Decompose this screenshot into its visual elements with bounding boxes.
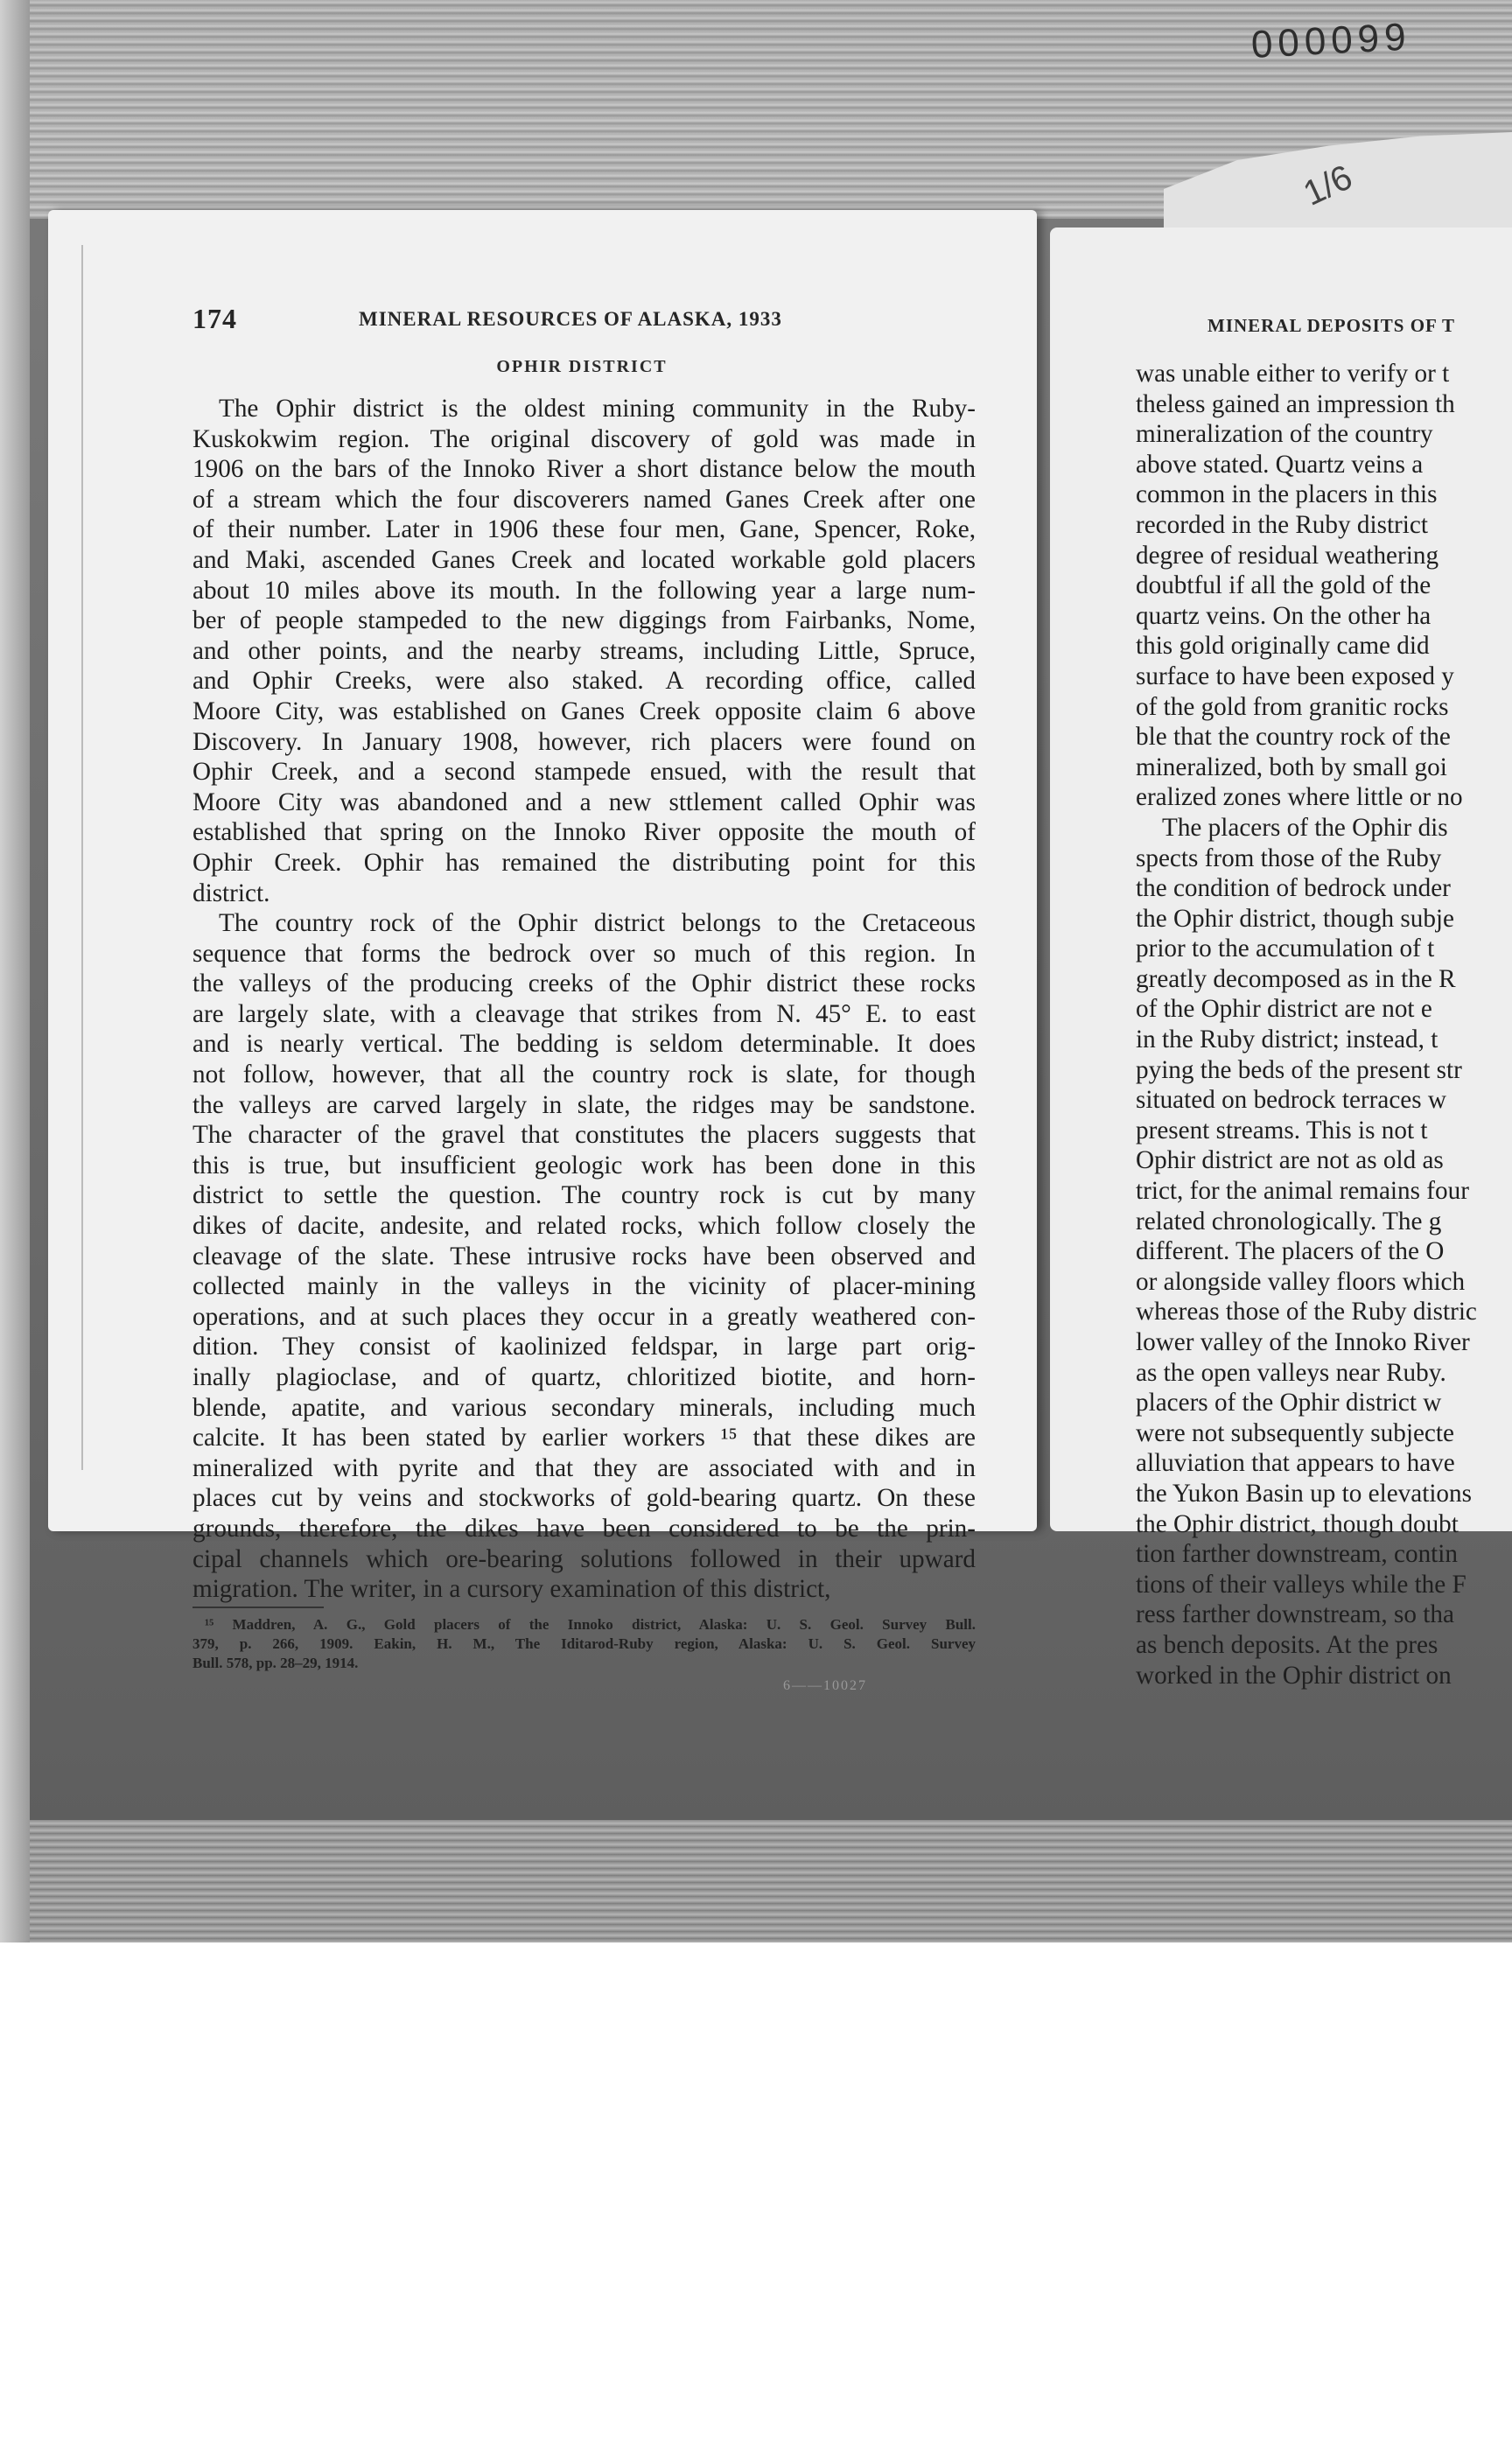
text-line: this is true, but insufficient geologic work has been done in this bbox=[192, 1151, 976, 1180]
footnote bbox=[192, 1615, 976, 1673]
right-text-line: present streams. This is not t bbox=[1136, 1116, 1428, 1144]
right-text-line: as the open valleys near Ruby. bbox=[1136, 1358, 1446, 1387]
text-line: grounds, therefore, the dikes have been considered to be the prin- bbox=[192, 1514, 976, 1543]
right-text-line: quartz veins. On the other ha bbox=[1136, 601, 1432, 630]
right-text-line: was unable either to verify or t bbox=[1136, 360, 1450, 388]
text-line: mineralized with pyrite and that they are associated with and in bbox=[192, 1453, 976, 1482]
scan-left-edge bbox=[0, 0, 30, 1942]
text-line: are largely slate, with a cleavage that strikes from N. 45° E. to east bbox=[192, 999, 976, 1028]
right-text-line: were not subsequently subjecte bbox=[1136, 1418, 1454, 1447]
right-text-line: alluviation that appears to have bbox=[1136, 1449, 1455, 1478]
right-running-title: MINERAL DEPOSITS OF T bbox=[1208, 315, 1455, 336]
right-text-line: situated on bedrock terraces w bbox=[1136, 1086, 1446, 1115]
text-line: The character of the gravel that constitutes the placers suggests that bbox=[192, 1121, 976, 1150]
right-text-line: theless gained an impression th bbox=[1136, 389, 1455, 418]
text-line: Discovery. In January 1908, however, rich placers were found on bbox=[192, 727, 976, 756]
right-text-line: greatly decomposed as in the R bbox=[1136, 964, 1456, 993]
footnote-rule bbox=[192, 1606, 324, 1608]
text-line: and is nearly vertical. The bedding is seldom determinable. It does bbox=[192, 1030, 976, 1059]
right-text-line: of the gold from granitic rocks bbox=[1136, 692, 1449, 721]
text-line: the valleys of the producing creeks of the Ophir district these rocks bbox=[192, 970, 976, 998]
right-text-line: tion farther downstream, contin bbox=[1136, 1540, 1458, 1569]
right-text-line: trict, for the animal remains four bbox=[1136, 1177, 1469, 1206]
text-line: calcite. It has been stated by earlier workers ¹⁵ that these dikes are bbox=[192, 1424, 976, 1452]
footnote-line: 379, p. 266, 1909. Eakin, H. M., The Iditarod-Ruby region, Alaska: U. S. Geol. Survey bbox=[192, 1635, 976, 1652]
text-line: places cut by veins and stockworks of gold-bearing quartz. On these bbox=[192, 1484, 976, 1513]
right-text-line: Ophir district are not as old as bbox=[1136, 1146, 1444, 1175]
body-text bbox=[192, 394, 976, 1605]
text-line: the valleys are carved largely in slate, the ridges may be sandstone. bbox=[192, 1090, 976, 1119]
text-line: Moore City, was established on Ganes Creek opposite claim 6 above bbox=[192, 696, 976, 725]
text-line: and Maki, ascended Ganes Creek and located workable gold placers bbox=[192, 545, 976, 574]
text-line: and other points, and the nearby streams, including Little, Spruce, bbox=[192, 636, 976, 665]
right-text-line: the Yukon Basin up to elevations bbox=[1136, 1479, 1472, 1508]
text-line: of a stream which the four discoverers named Ganes Creek after one bbox=[192, 485, 976, 514]
text-line: inally plagioclase, and of quartz, chloritized biotite, and horn- bbox=[192, 1363, 976, 1391]
right-text-line: mineralized, both by small goi bbox=[1136, 752, 1447, 781]
text-line: not follow, however, that all the country rock is slate, for though bbox=[192, 1060, 976, 1089]
document-stamp-number: 000099 bbox=[1250, 15, 1412, 66]
text-line: Ophir Creek. Ophir has remained the distributing point for this bbox=[192, 848, 976, 877]
right-text-line: or alongside valley floors which bbox=[1136, 1267, 1466, 1296]
right-text-line: doubtful if all the gold of the bbox=[1136, 571, 1432, 600]
right-text-line: pying the beds of the present str bbox=[1136, 1055, 1462, 1084]
right-text-line: worked in the Ophir district on bbox=[1136, 1661, 1452, 1690]
right-text-line: The placers of the Ophir dis bbox=[1162, 813, 1448, 842]
right-text-line: as bench deposits. At the pres bbox=[1136, 1630, 1438, 1659]
right-text-line: recorded in the Ruby district bbox=[1136, 510, 1428, 539]
right-text-line: placers of the Ophir district w bbox=[1136, 1389, 1442, 1418]
text-line: dikes of dacite, andesite, and related rocks, which follow closely the bbox=[192, 1212, 976, 1241]
right-text-line: lower valley of the Innoko River bbox=[1136, 1328, 1470, 1356]
text-line: dition. They consist of kaolinized feldspar, in large part orig- bbox=[192, 1333, 976, 1362]
right-text-line: ble that the country rock of the bbox=[1136, 723, 1451, 752]
text-line: collected mainly in the valleys in the vicinity of placer-mining bbox=[192, 1272, 976, 1301]
footnote-line: ¹⁵ Maddren, A. G., Gold placers of the Innoko district, Alaska: U. S. Geol. Survey Bull. bbox=[205, 1616, 976, 1633]
right-text-line: spects from those of the Ruby bbox=[1136, 844, 1442, 872]
right-text-line: eralized zones where little or no bbox=[1136, 783, 1463, 812]
right-text-line: ress farther downstream, so tha bbox=[1136, 1600, 1454, 1629]
text-line: The country rock of the Ophir district belongs to the Cretaceous bbox=[219, 909, 976, 938]
right-text-line: the condition of bedrock under bbox=[1136, 874, 1451, 903]
scan-bottom-band bbox=[0, 1820, 1512, 1942]
right-text-line: tions of their valleys while the F bbox=[1136, 1570, 1466, 1599]
text-line: Moore City was abandoned and a new sttlement called Ophir was bbox=[192, 788, 976, 816]
text-line: ber of people stampeded to the new diggings from Fairbanks, Nome, bbox=[192, 606, 976, 635]
text-line: and Ophir Creeks, were also staked. A recording office, called bbox=[192, 667, 976, 696]
text-line: 1906 on the bars of the Innoko River a short distance below the mouth bbox=[192, 455, 976, 484]
page-binding-line bbox=[81, 245, 83, 1470]
text-line: cleavage of the slate. These intrusive rocks have been observed and bbox=[192, 1242, 976, 1270]
right-text-line: the Ophir district, though subje bbox=[1136, 904, 1454, 933]
text-line: district to settle the question. The country rock is cut by many bbox=[192, 1181, 976, 1210]
right-text-line: related chronologically. The g bbox=[1136, 1207, 1442, 1236]
right-page bbox=[1050, 228, 1512, 1690]
text-line: The Ophir district is the oldest mining community in the Ruby- bbox=[219, 395, 976, 423]
printer-mark: 6——10027 bbox=[783, 1678, 867, 1693]
right-body-text bbox=[1136, 359, 1512, 1690]
text-line: sequence that forms the bedrock over so much of this region. In bbox=[192, 939, 976, 968]
text-line: Ophir Creek, and a second stampede ensued, with the result that bbox=[192, 758, 976, 787]
page-header bbox=[192, 303, 971, 343]
page-number: 174 bbox=[192, 303, 237, 334]
right-text-line: in the Ruby district; instead, t bbox=[1136, 1026, 1438, 1054]
right-text-line: of the Ophir district are not e bbox=[1136, 995, 1432, 1024]
right-text-line: whereas those of the Ruby distric bbox=[1136, 1298, 1477, 1326]
section-title: OPHIR DISTRICT bbox=[496, 357, 668, 376]
text-line: Kuskokwim region. The original discovery of gold was made in bbox=[192, 424, 976, 453]
right-text-line: above stated. Quartz veins a bbox=[1136, 450, 1424, 479]
footnote-line: Bull. 578, pp. 28–29, 1914. bbox=[192, 1655, 359, 1671]
right-text-line: mineralization of the country bbox=[1136, 420, 1433, 449]
text-line: blende, apatite, and various secondary minerals, including much bbox=[192, 1393, 976, 1422]
right-text-line: surface to have been exposed y bbox=[1136, 662, 1454, 690]
text-line: migration. The writer, in a cursory examination of this district, bbox=[192, 1575, 831, 1604]
right-text-line: the Ophir district, though doubt bbox=[1136, 1509, 1459, 1538]
text-line: established that spring on the Innoko River opposite the mouth of bbox=[192, 818, 976, 847]
right-text-line: common in the placers in this bbox=[1136, 480, 1438, 509]
running-title: MINERAL RESOURCES OF ALASKA, 1933 bbox=[359, 308, 782, 330]
right-text-line: this gold originally came did bbox=[1136, 632, 1430, 661]
text-line: cipal channels which ore-bearing solutions followed in their upward bbox=[192, 1544, 976, 1573]
left-page bbox=[48, 210, 1037, 1693]
text-line: about 10 miles above its mouth. In the following year a large num- bbox=[192, 576, 976, 605]
right-text-line: degree of residual weathering bbox=[1136, 541, 1439, 570]
text-line: district. bbox=[192, 878, 270, 907]
text-line: operations, and at such places they occur in a greatly weathered con- bbox=[192, 1302, 976, 1331]
handwritten-mark: 1/6 bbox=[1298, 158, 1359, 214]
text-line: of their number. Later in 1906 these four men, Gane, Spencer, Roke, bbox=[192, 515, 976, 544]
right-text-line: different. The placers of the O bbox=[1136, 1237, 1445, 1266]
right-text-line: prior to the accumulation of t bbox=[1136, 934, 1435, 963]
